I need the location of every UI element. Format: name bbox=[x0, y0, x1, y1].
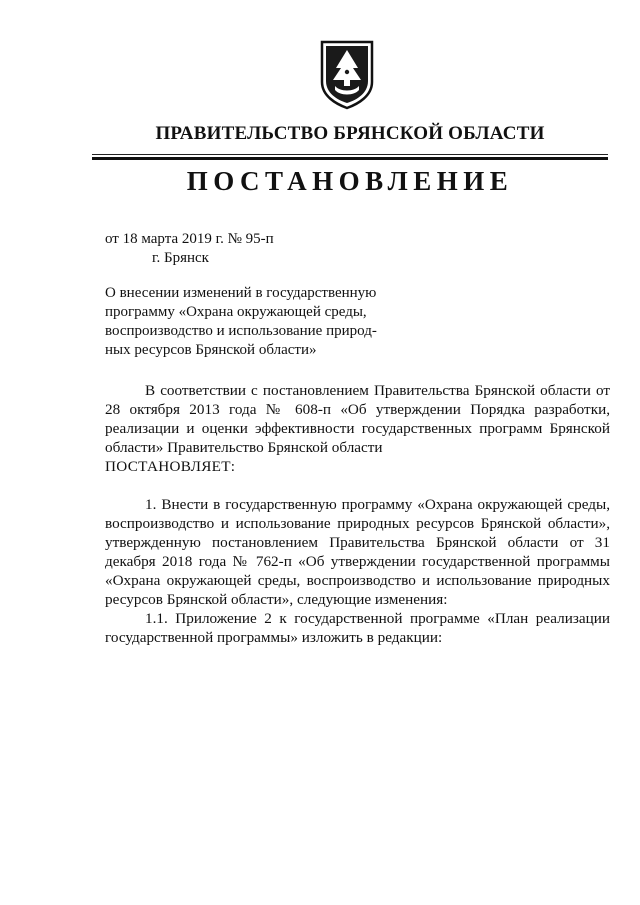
document-subject bbox=[105, 284, 389, 360]
header-rule-thick bbox=[92, 157, 608, 160]
government-title: ПРАВИТЕЛЬСТВО БРЯНСКОЙ ОБЛАСТИ bbox=[155, 123, 545, 144]
decree-word: ПОСТАНОВЛЯЕТ: bbox=[105, 458, 236, 475]
document-body bbox=[105, 381, 610, 647]
coat-of-arms-icon bbox=[318, 38, 376, 110]
preamble-paragraph: В соответствии с постановлением Правительства Брянской области от 28 октября 2013 года № 608-п «Об утверждении Порядка разработки, реализации и оценки эффективности государственных программ Брянской области» Правительство Брянской области bbox=[105, 382, 610, 456]
item-1-1-paragraph: 1.1. Приложение 2 к государственной программе «План реализации государственной программы» изложить в редакции: bbox=[105, 610, 610, 646]
header-rule-thin bbox=[92, 154, 608, 155]
document-date-number: от 18 марта 2019 г. № 95-п bbox=[105, 231, 274, 247]
document-type-title: ПОСТАНОВЛЕНИЕ bbox=[186, 166, 514, 196]
subject-line: воспроизводство и использование природ- bbox=[105, 323, 377, 339]
item-1-paragraph: 1. Внести в государственную программу «Охрана окружающей среды, воспроизводство и использование природных ресурсов Брянской области», утвержденную постановлением Правительства Брянской области от 31 декабря 2018 года № 762-п «Об утверждении государственной программы «Охрана окружающей среды, воспроизводство и использование природных ресурсов Брянской области», следующие изменения: bbox=[105, 496, 610, 608]
subject-line: ных ресурсов Брянской области» bbox=[105, 342, 317, 358]
subject-line: О внесении изменений в государственную bbox=[105, 285, 377, 301]
document-city: г. Брянск bbox=[152, 250, 209, 266]
subject-line: программу «Охрана окружающей среды, bbox=[105, 304, 367, 320]
